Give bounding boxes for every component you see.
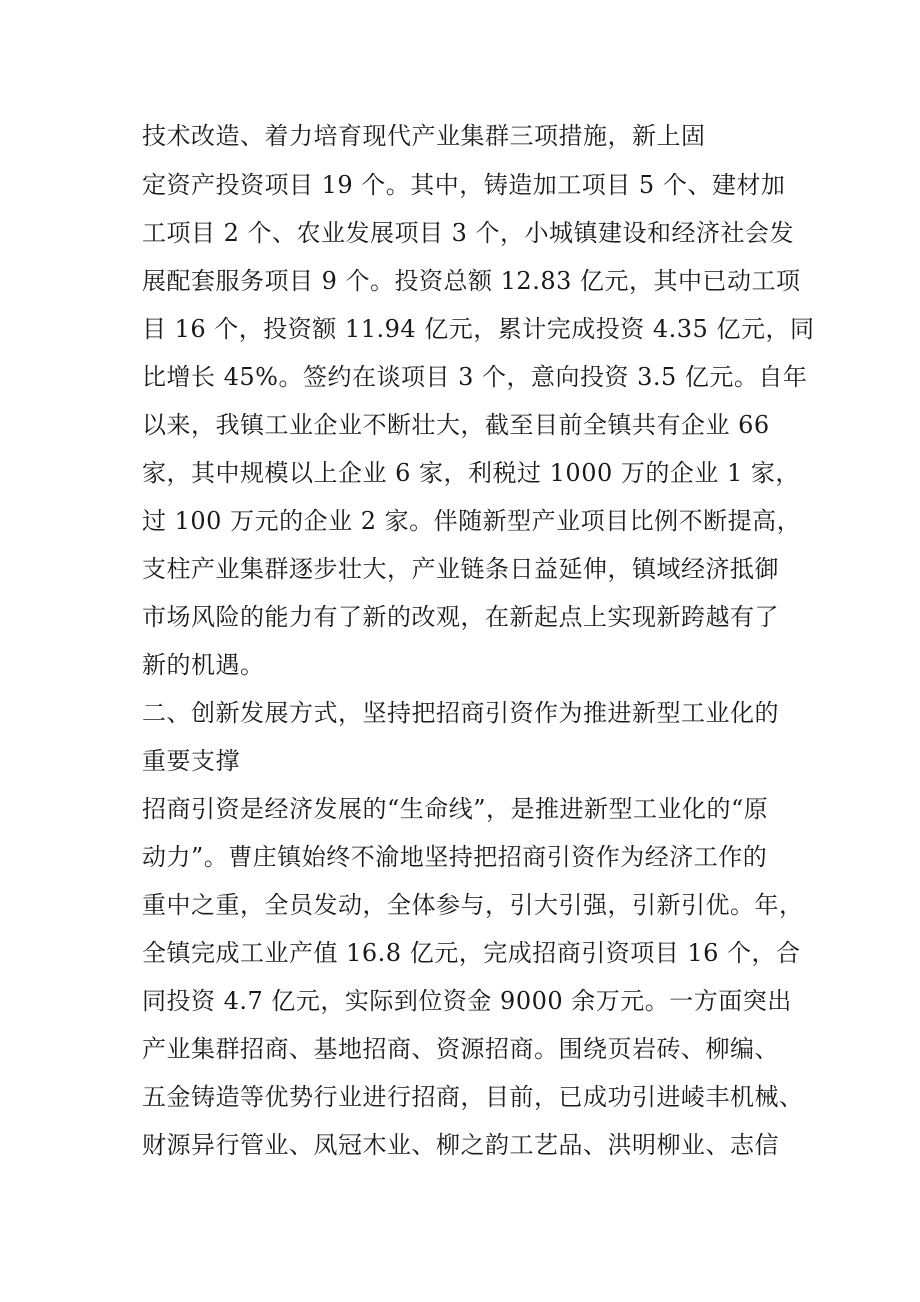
- text-line: 财源异行管业、凤冠木业、柳之韵工艺品、洪明柳业、志信: [142, 1131, 779, 1159]
- heading-line: 二、创新发展方式，坚持把招商引资作为推进新型工业化的: [142, 699, 779, 727]
- text-line: 定资产投资项目 19 个。其中，铸造加工项目 5 个、建材加: [142, 171, 786, 199]
- text-line: 招商引资是经济发展的“生命线”，是推进新型工业化的“原: [142, 795, 769, 823]
- text-line: 工项目 2 个、农业发展项目 3 个，小城镇建设和经济社会发: [142, 219, 795, 247]
- text-line: 新的机遇。: [142, 651, 265, 679]
- text-line: 比增长 45%。签约在谈项目 3 个，意向投资 3.5 亿元。自年: [142, 363, 808, 391]
- text-line: 家，其中规模以上企业 6 家，利税过 1000 万的企业 1 家，: [142, 459, 800, 487]
- text-line: 同投资 4.7 亿元，实际到位资金 9000 余万元。一方面突出: [142, 987, 792, 1015]
- text-line: 展配套服务项目 9 个。投资总额 12.83 亿元，其中已动工项: [142, 267, 801, 295]
- text-line: 市场风险的能力有了新的改观，在新起点上实现新跨越有了: [142, 603, 779, 631]
- text-line: 技术改造、着力培育现代产业集群三项措施，新上固: [142, 122, 706, 150]
- text-line: 支柱产业集群逐步壮大，产业链条日益延伸，镇域经济抵御: [142, 555, 779, 583]
- text-line: 产业集群招商、基地招商、资源招商。围绕页岩砖、柳编、: [142, 1035, 779, 1063]
- text-line: 重中之重，全员发动，全体参与，引大引强，引新引优。年，: [142, 891, 804, 919]
- text-line: 目 16 个，投资额 11.94 亿元，累计完成投资 4.35 亿元，同: [142, 315, 815, 343]
- heading-line: 重要支撑: [142, 747, 240, 775]
- text-line: 以来，我镇工业企业不断壮大，截至目前全镇共有企业 66: [142, 411, 770, 439]
- text-line: 全镇完成工业产值 16.8 亿元，完成招商引资项目 16 个，合: [142, 939, 801, 967]
- text-line: 过 100 万元的企业 2 家。伴随新型产业项目比例不断提高，: [142, 507, 802, 535]
- text-line: 五金铸造等优势行业进行招商，目前，已成功引进崚丰机械、: [142, 1083, 804, 1111]
- text-line: 动力”。曹庄镇始终不渝地坚持把招商引资作为经济工作的: [142, 843, 768, 871]
